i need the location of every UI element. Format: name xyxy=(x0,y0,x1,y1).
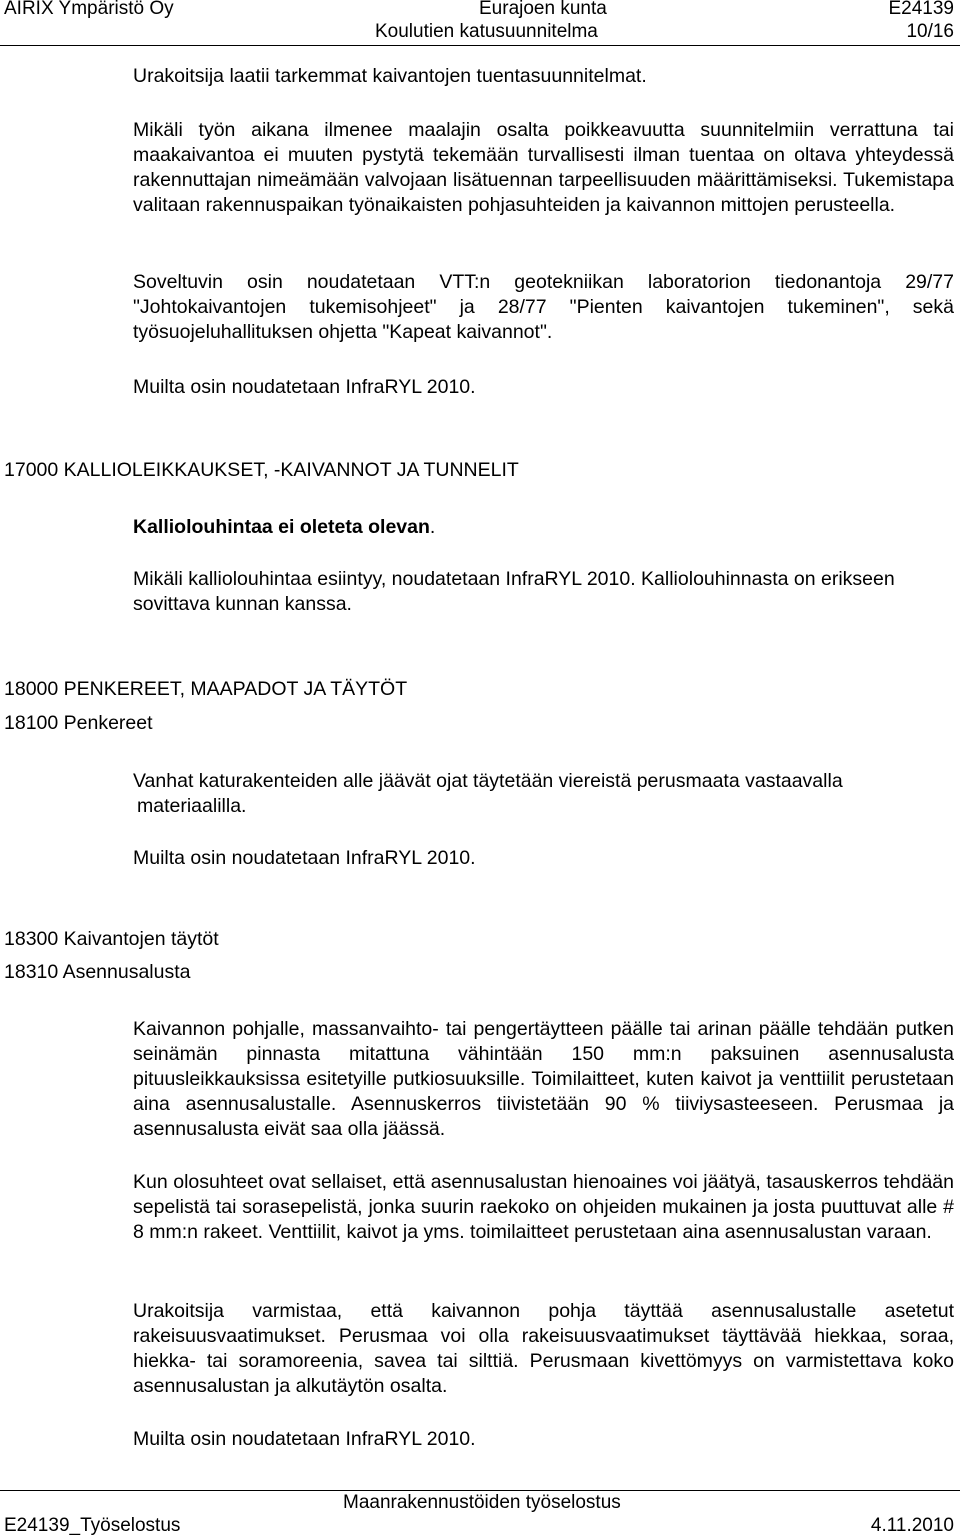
footer-file: E24139_Työselostus xyxy=(4,1515,181,1536)
heading-18000: 18000 PENKEREET, MAAPADOT JA TÄYTÖT xyxy=(4,678,408,700)
rock-note-bold: Kalliolouhintaa ei oleteta olevan xyxy=(133,516,430,538)
heading-18310: 18310 Asennusalusta xyxy=(4,961,191,983)
header-rule xyxy=(0,45,960,46)
paragraph-rock-excavation: Mikäli kalliolouhintaa esiintyy, noudatetaan InfraRYL 2010. Kalliolouhinnasta on erikseen sovittava kunnan kanssa. xyxy=(133,568,895,615)
paragraph-infraryl-1: Muilta osin noudatetaan InfraRYL 2010. xyxy=(133,376,476,398)
heading-18300: 18300 Kaivantojen täytöt xyxy=(4,928,219,950)
footer-rule xyxy=(0,1490,960,1491)
paragraph-infraryl-3: Muilta osin noudatetaan InfraRYL 2010. xyxy=(133,1428,476,1450)
header-doc-code: E24139 xyxy=(888,0,954,19)
paragraph-bedding-1: Kaivannon pohjalle, massanvaihto- tai pengertäytteen päälle tai arinan päälle tehdään putken seinämän pinnasta mitattuna vähintään 150 mm:n paksuinen asennusalusta pituusleikkauksissa esitetyille putkiosuuksille. Toimilaitteet, kuten kaivot ja venttiilit perustetaan aina asennusalustalle. Asennuskerros tiivistetään 90 % tiiviysasteeseen. Perusmaa ja asennusalusta eivät saa olla jäässä. xyxy=(133,1018,954,1140)
header-page-number: 10/16 xyxy=(906,21,954,42)
paragraph-embankment-line1: Vanhat katurakenteiden alle jäävät ojat täytetään viereistä perusmaata vastaavalla xyxy=(133,770,843,792)
paragraph-bedding-2: Kun olosuhteet ovat sellaiset, että asennusalustan hienoaines voi jäätyä, tasauskerros tehdään sepelistä tai sorasepelistä, jonka suurin raekoko on ohjeiden mukainen ja josta puuttuvat alle # 8 mm:n rakeet. Venttiilit, kaivot ja yms. toimilaitteet perustetaan aina asennusalustan varaan. xyxy=(133,1171,954,1243)
paragraph-intro: Urakoitsija laatii tarkemmat kaivantojen tuentasuunnitelmat. xyxy=(133,65,647,87)
heading-17000: 17000 KALLIOLEIKKAUKSET, -KAIVANNOT JA TUNNELIT xyxy=(4,459,519,481)
header-municipality: Eurajoen kunta xyxy=(479,0,607,19)
paragraph-embankment-line2: materiaalilla. xyxy=(137,795,247,817)
paragraph-infraryl-2: Muilta osin noudatetaan InfraRYL 2010. xyxy=(133,847,476,869)
heading-18100: 18100 Penkereet xyxy=(4,712,153,734)
rock-note-period: . xyxy=(429,516,436,538)
footer-title: Maanrakennustöiden työselostus xyxy=(343,1492,621,1513)
paragraph-exception: Mikäli työn aikana ilmenee maalajin osalta poikkeavuutta suunnitelmiin verrattuna tai maakaivantoa ei muuten pystytä tekemään turvallisesti ilman tuentaa on oltava yhteydessä rakennuttajan nimeämään valvojaan lisätuennan tarpeellisuuden määrittämiseksi. Tukemistapa valitaan rakennuspaikan työnaikaisten pohjasuhteiden ja kaivannon mittojen perusteella. xyxy=(133,119,954,216)
paragraph-bedding-3: Urakoitsija varmistaa, että kaivannon pohja täyttää asennusalustalle asetetut rakeisuusvaatimukset. Perusmaa voi olla rakeisuusvaatimukset täyttävää hiekkaa, soraa, hiekka- tai soramoreenia, savea tai silttiä. Perusmaan kivettömyys on varmistettava koko asennusalustan ja alkutäytön osalta. xyxy=(133,1300,954,1397)
header-company: AIRIX Ympäristö Oy xyxy=(4,0,174,19)
paragraph-rock-note xyxy=(133,515,435,540)
header-subtitle: Koulutien katusuunnitelma xyxy=(375,21,598,42)
footer-date: 4.11.2010 xyxy=(870,1515,954,1536)
paragraph-vtt-guidelines: Soveltuvin osin noudatetaan VTT:n geotekniikan laboratorion tiedonantoja 29/77 "Johtokaivantojen tukemisohjeet" ja 28/77 "Pienten kaivantojen tukeminen", sekä työsuojeluhallituksen ohjetta "Kapeat kaivannot". xyxy=(133,271,954,343)
